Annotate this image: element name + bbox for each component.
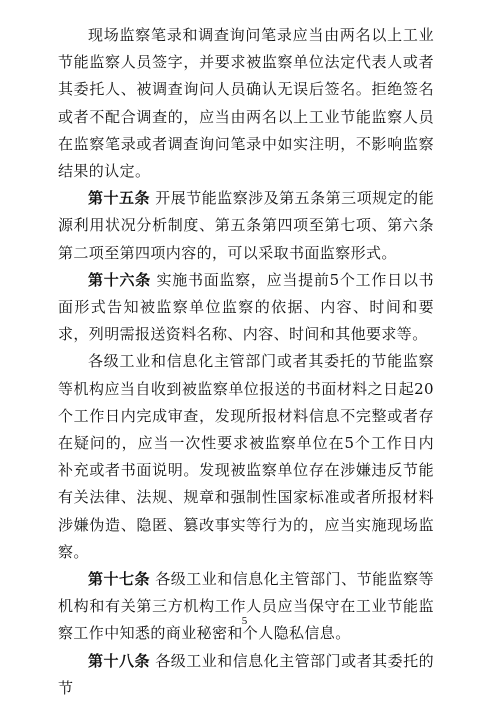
article-18-text: 各级工业和信息化主管部门或者其委托的节 [58,651,434,697]
article-16-text: 实施书面监察，应当提前5个工作日以书面形式告知被监察单位监察的依据、内容、时间和要求，列明需报送资料名称、内容、时间和其他要求等。 [58,270,435,344]
paragraph-4 [58,348,434,566]
page-number: 5 [241,615,248,627]
paragraph-4-text: 各级工业和信息化主管部门或者其委托的节能监察等机构应当自收到被监察单位报送的书面材料之日起20个工作日内完成审查，发现所报材料信息不完整或者存在疑问的，应当一次性要求被监察单位在5个工作日内补充或者书面说明。发现被监察单位存在涉嫌违反节能有关法律、法规、规章和强制性国家标准或者所报材料涉嫌伪造、隐匿、篡改事实等行为的，应当实施现场监察。 [58,352,434,561]
document-body [58,22,434,702]
paragraph-1 [58,22,434,185]
article-18-heading: 第十八条 [88,651,150,670]
paragraph-article-18 [58,648,434,702]
paragraph-article-15 [58,185,434,267]
article-16-heading: 第十六条 [88,270,151,289]
paragraph-article-17 [58,566,434,648]
article-17-text: 各级工业和信息化主管部门、节能监察等机构和有关第三方机构工作人员应当保守在工业节能监察工作中知悉的商业秘密和个人隐私信息。 [58,570,434,643]
paragraph-1-text: 现场监察笔录和调查询问笔录应当由两名以上工业节能监察人员签字，并要求被监察单位法定代表人或者其委托人、被调查询问人员确认无误后签名。拒绝签名或者不配合调查的，应当由两名以上工业节能监察人员在监察笔录或者调查询问笔录中如实注明，不影响监察结果的认定。 [58,26,434,181]
article-15-text: 开展节能监察涉及第五条第三项规定的能源利用状况分析制度、第五条第四项至第七项、第六条第二项至第四项内容的，可以采取书面监察形式。 [58,189,434,262]
paragraph-article-16 [58,267,434,349]
article-15-heading: 第十五条 [88,189,150,208]
article-17-heading: 第十七条 [88,570,150,589]
